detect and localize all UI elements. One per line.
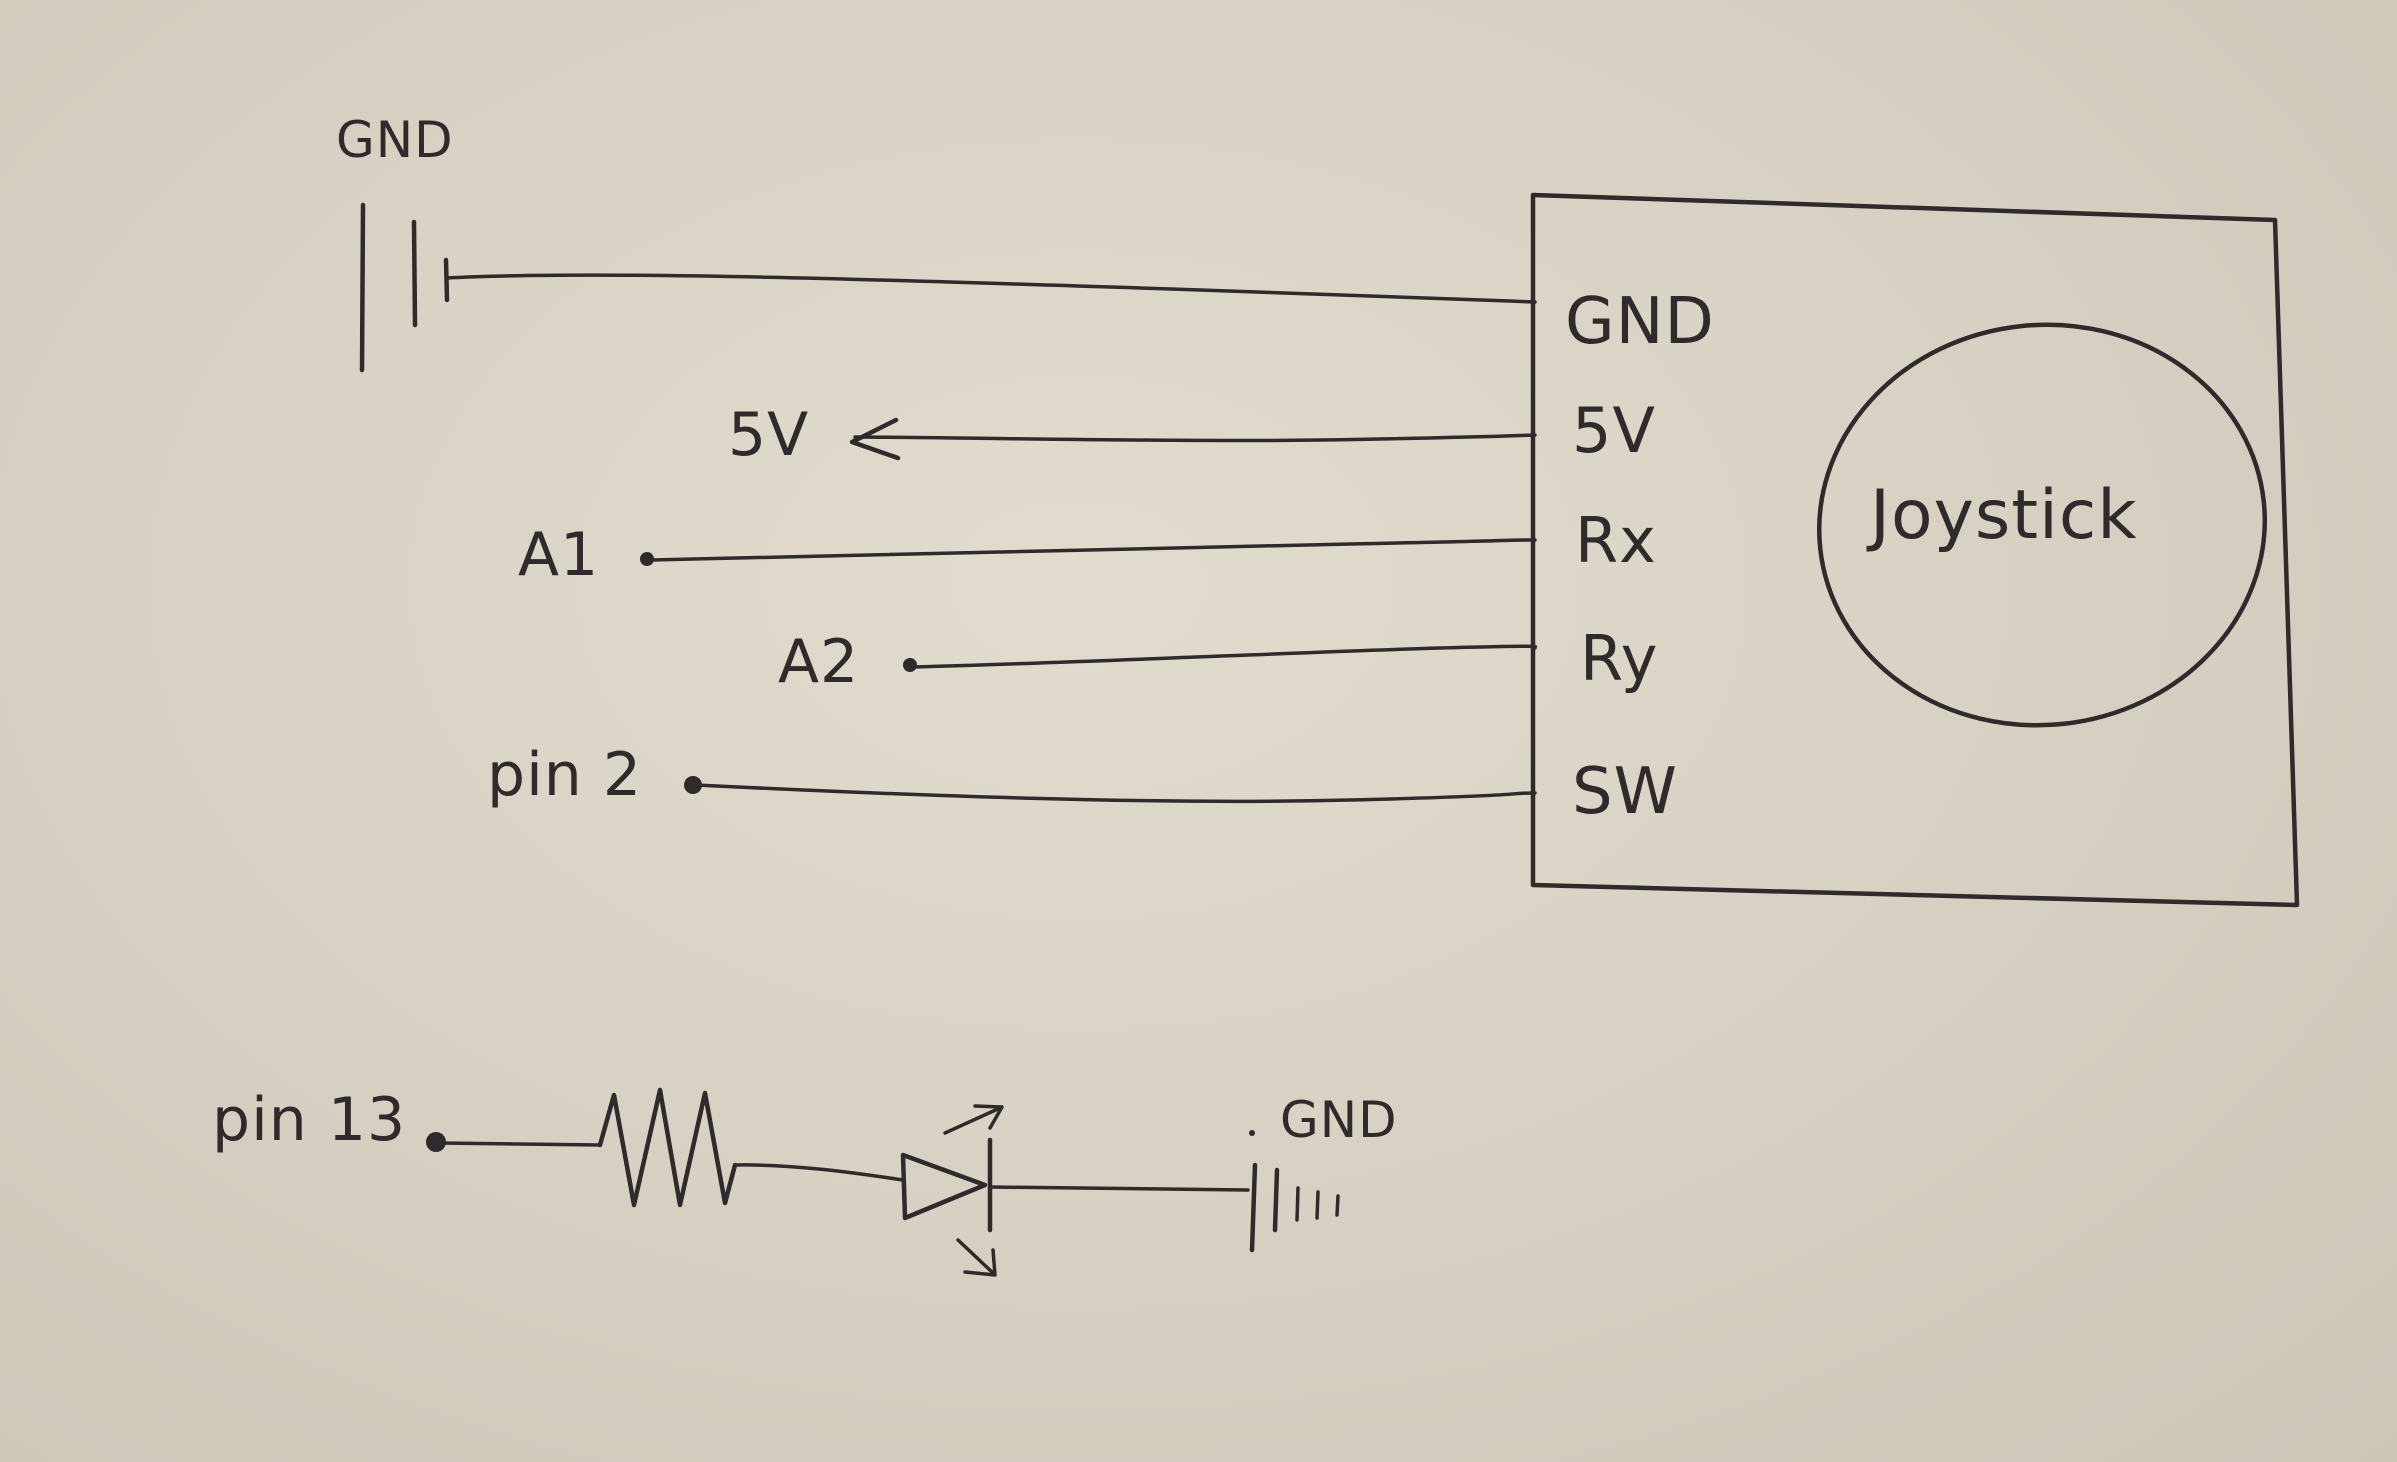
wire-rx (650, 540, 1535, 560)
wire-5v (855, 435, 1535, 441)
resistor (600, 1090, 735, 1205)
joystick-label: Joystick (1870, 476, 2138, 555)
source-label-pin13: pin 13 (212, 1085, 407, 1155)
supply-label-5v: 5V (728, 400, 810, 470)
wire-resistor-led (735, 1165, 903, 1180)
wire-gnd (447, 275, 1535, 302)
pin-label-gnd: GND (1565, 285, 1715, 359)
led (903, 1106, 1002, 1275)
source-label-pin2: pin 2 (487, 740, 643, 810)
ground-symbol-top (362, 205, 447, 370)
source-label-a1: A1 (518, 520, 600, 590)
pin-label-5v: 5V (1572, 394, 1656, 467)
gnd-label-top: GND (336, 111, 454, 169)
pin-label-rx: Rx (1575, 504, 1657, 577)
terminal-a2 (903, 658, 917, 672)
wire-pin13-resistor (440, 1143, 600, 1145)
wire-ry (912, 646, 1535, 667)
pin-label-ry: Ry (1580, 622, 1659, 695)
source-label-a2: A2 (778, 627, 860, 697)
wire-sw (696, 785, 1535, 801)
pin-label-sw: SW (1572, 755, 1678, 829)
wire-led-ground (990, 1187, 1248, 1190)
gnd-label-bottom: GND (1280, 1091, 1398, 1149)
